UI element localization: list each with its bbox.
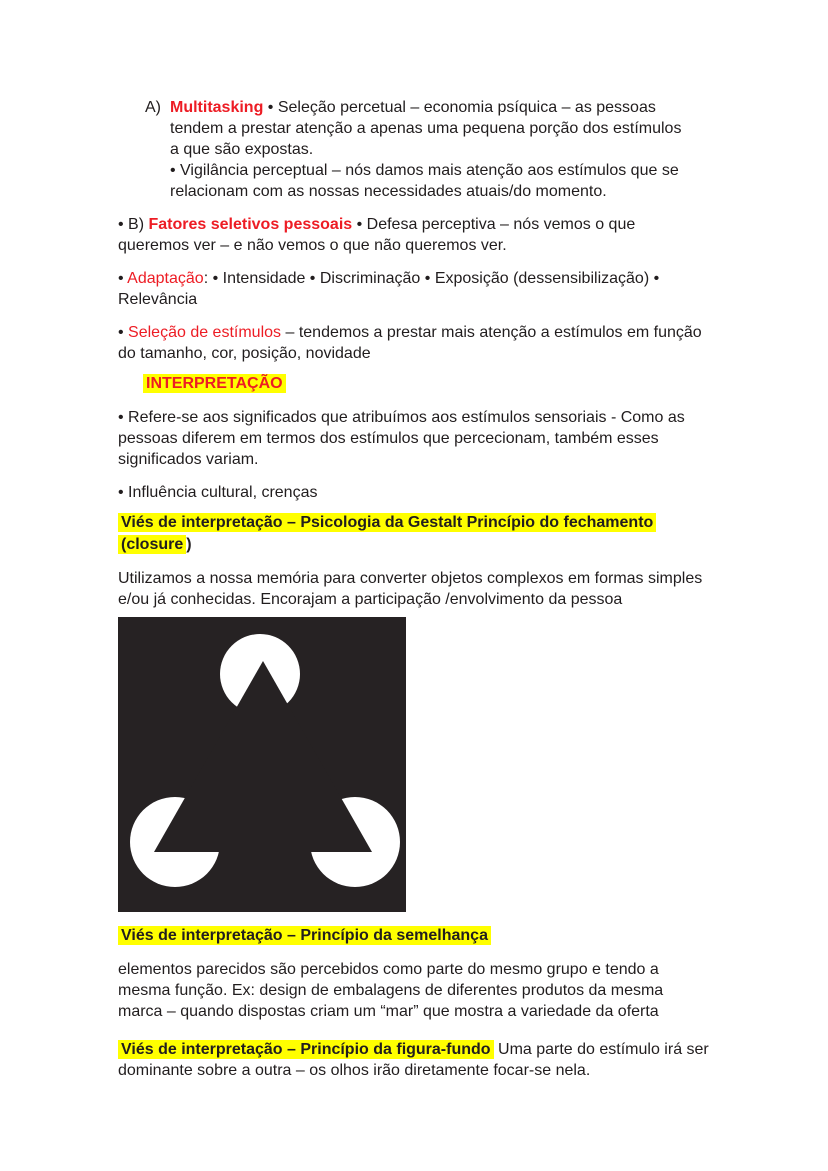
paragraph-fatores bbox=[118, 214, 710, 256]
paragraph-figura-fundo bbox=[118, 1039, 710, 1081]
paragraph-vigilancia: • Vigilância perceptual – nós damos mais atenção aos estímulos que se relacionam com as nossas necessidades atuais/do momento. bbox=[170, 162, 679, 200]
heading-vies-fechamento-tail: ) bbox=[186, 536, 192, 553]
paragraph-utilizamos: Utilizamos a nossa memória para converter objetos complexos em formas simples e/ou já conhecidas. Encorajam a participação /envolvimento da pessoa bbox=[118, 570, 703, 608]
heading-vies-semelhanca-highlight: Viés de interpretação – Princípio da semelhança bbox=[118, 926, 491, 945]
paragraph-selecao bbox=[118, 322, 710, 364]
heading-interpretacao: INTERPRETAÇÃO bbox=[143, 374, 286, 393]
paragraph-figura-fundo-text: Uma parte do estímulo irá ser dominante sobre a outra – os olhos irão diretamente focar-se nela. bbox=[118, 1041, 709, 1079]
bullet-marker: • bbox=[118, 324, 129, 341]
paragraph-fatores-text: • Defesa perceptiva – nós vemos o que queremos ver – e não vemos o que não queremos ver. bbox=[118, 216, 636, 254]
paragraph-multitasking bbox=[118, 97, 686, 202]
heading-vies-fechamento-highlight: Viés de interpretação – Psicologia da Gestalt Princípio do fechamento (closure bbox=[118, 513, 656, 554]
heading-interpretacao-wrap bbox=[143, 373, 710, 395]
bullet-marker: • bbox=[118, 270, 128, 287]
red-term-adaptacao: Adaptação bbox=[127, 270, 204, 287]
heading-vies-figura-fundo-highlight: Viés de interpretação – Princípio da figura-fundo bbox=[118, 1040, 494, 1059]
heading-vies-fechamento bbox=[118, 512, 710, 556]
paragraph-multitasking-text: • Seleção percetual – economia psíquica – as pessoas tendem a prestar atenção a apenas uma pequena porção dos estímulos a que são expostas. bbox=[170, 99, 682, 158]
paragraph-elementos: elementos parecidos são percebidos como parte do mesmo grupo e tendo a mesma função. Ex: design de embalagens de diferentes produtos da mesma marca – quando dispostas criam um “mar” que mostra a variedade da oferta bbox=[118, 961, 664, 1020]
kanizsa-triangle-figure bbox=[118, 617, 406, 912]
paragraph-selecao-text: – tendemos a prestar mais atenção a estímulos em função do tamanho, cor, posição, novidade bbox=[118, 324, 702, 362]
paragraph-refere-se: • Refere-se aos significados que atribuímos aos estímulos sensoriais - Como as pessoas diferem em termos dos estímulos que percecionam, também esses significados variam. bbox=[118, 409, 685, 468]
heading-vies-semelhanca bbox=[118, 925, 710, 947]
red-term-fatores: Fatores seletivos pessoais bbox=[148, 216, 353, 233]
paragraph-multitasking-line1 bbox=[170, 97, 686, 160]
kanizsa-triangle-svg bbox=[118, 617, 406, 912]
list-marker-b: • B) bbox=[118, 216, 149, 233]
paragraph-adaptacao bbox=[118, 268, 710, 310]
paragraph-influencia: • Influência cultural, crenças bbox=[118, 484, 318, 501]
list-marker-a: A) bbox=[145, 99, 161, 116]
paragraph-adaptacao-text: : • Intensidade • Discriminação • Exposição (dessensibilização) • Relevância bbox=[118, 270, 660, 308]
red-term-multitasking: Multitasking bbox=[170, 99, 264, 116]
red-term-selecao: Seleção de estímulos bbox=[128, 324, 282, 341]
